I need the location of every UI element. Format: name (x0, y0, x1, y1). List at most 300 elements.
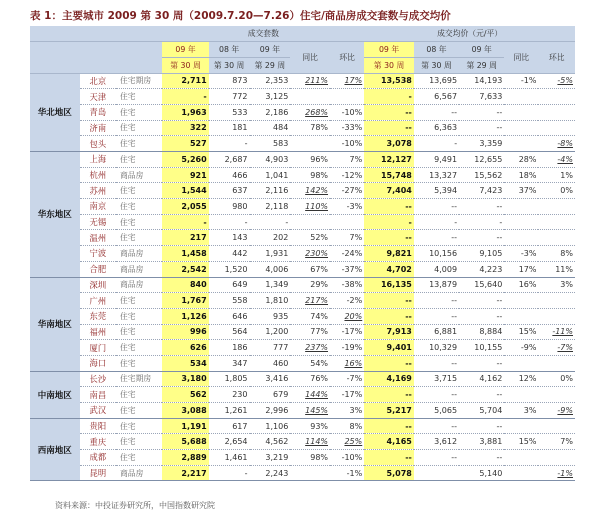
vol-09w30-cell: 1,544 (162, 183, 208, 199)
property-type: 住宅 (116, 403, 162, 419)
table-row (30, 450, 575, 466)
property-type: 住宅 (116, 308, 162, 324)
vol-08w30-cell: 646 (209, 308, 250, 324)
property-type: 住宅 (116, 183, 162, 199)
vol-yoy-cell: 237% (290, 340, 330, 356)
vol-09w29-cell: 3,219 (250, 450, 291, 466)
property-type: 住宅期房 (116, 371, 162, 387)
vol-08w30-cell: 186 (209, 340, 250, 356)
price-09w29-cell: 9,105 (459, 246, 504, 262)
price-09w30-cell: 3,078 (364, 136, 414, 152)
price-wow-cell: 11% (538, 261, 575, 277)
price-09w30-cell: 16,135 (364, 277, 414, 293)
table-row (30, 261, 575, 277)
city-name: 成都 (80, 450, 116, 466)
price-09w29-cell: 5,140 (459, 465, 504, 481)
header-row-groups (30, 26, 575, 42)
price-yoy-cell: 16% (504, 277, 538, 293)
price-wow-cell: -8% (538, 136, 575, 152)
price-08w30-cell: 6,363 (414, 120, 459, 136)
vol-09w29-cell: 484 (250, 120, 291, 136)
vol-08w30-cell: 873 (209, 73, 250, 89)
price-09w29-cell: 7,633 (459, 89, 504, 105)
price-09w30-cell: 4,165 (364, 434, 414, 450)
vol-wow-cell: -17% (330, 387, 364, 403)
price-col-08-week30-header: 08 年 (414, 42, 459, 58)
price-08w30-cell: -- (414, 199, 459, 215)
property-type: 住宅 (116, 120, 162, 136)
vol-08w30-cell: 1,805 (209, 371, 250, 387)
vol-08w30-cell: 143 (209, 230, 250, 246)
price-09w30-cell: - (364, 214, 414, 230)
price-wow-cell (538, 89, 575, 105)
vol-yoy-cell: 268% (290, 104, 330, 120)
property-type: 商品房 (116, 277, 162, 293)
price-09w29-cell: -- (459, 355, 504, 371)
price-09w29-cell: 3,881 (459, 434, 504, 450)
vol-08w30-cell: 637 (209, 183, 250, 199)
price-col-09-week29-header: 09 年 (459, 42, 504, 58)
price-09w29-cell: -- (459, 199, 504, 215)
vol-wow-cell: -7% (330, 371, 364, 387)
price-09w29-cell: 8,884 (459, 324, 504, 340)
city-name: 上海 (80, 152, 116, 168)
vol-yoy-cell: 96% (290, 152, 330, 168)
vol-wow-cell: -17% (330, 324, 364, 340)
vol-wow-cell: -10% (330, 104, 364, 120)
vol-yoy-cell (290, 465, 330, 481)
table-row (30, 73, 575, 89)
vol-yoy-cell: 78% (290, 120, 330, 136)
vol-wow-cell: 17% (330, 73, 364, 89)
vol-09w30-cell: 322 (162, 120, 208, 136)
vol-yoy-cell: 52% (290, 230, 330, 246)
price-wow-cell: 7% (538, 434, 575, 450)
price-09w29-cell: -- (459, 120, 504, 136)
table-row (30, 120, 575, 136)
vol-yoy-cell: 145% (290, 403, 330, 419)
vol-09w29-cell: 1,931 (250, 246, 291, 262)
vol-08w30-cell: 230 (209, 387, 250, 403)
price-09w30-cell: 15,748 (364, 167, 414, 183)
price-08w30-cell: - (414, 136, 459, 152)
price-yoy-cell (504, 120, 538, 136)
vol-09w29-cell: 2,353 (250, 73, 291, 89)
price-wow-cell (538, 293, 575, 309)
price-yoy-cell: -3% (504, 246, 538, 262)
property-type: 商品房 (116, 261, 162, 277)
vol-wow-cell: 8% (330, 418, 364, 434)
price-col-09-week30-subheader: 第 30 周 (364, 57, 414, 73)
city-name: 杭州 (80, 167, 116, 183)
vol-wow-cell: -10% (330, 136, 364, 152)
vol-09w30-cell: 3,180 (162, 371, 208, 387)
price-09w29-cell: 7,423 (459, 183, 504, 199)
price-09w29-cell: 14,193 (459, 73, 504, 89)
table-row (30, 418, 575, 434)
table-row (30, 214, 575, 230)
yoy-header: 同比 (290, 42, 330, 73)
region-label: 中南地区 (30, 371, 80, 418)
city-name: 深圳 (80, 277, 116, 293)
price-08w30-cell: -- (414, 418, 459, 434)
vol-09w29-cell: 3,416 (250, 371, 291, 387)
price-08w30-cell (414, 465, 459, 481)
col-08-week30-subheader: 第 30 周 (209, 57, 250, 73)
price-09w30-cell: -- (364, 230, 414, 246)
price-09w30-cell: 9,401 (364, 340, 414, 356)
vol-wow-cell: -37% (330, 261, 364, 277)
vol-09w30-cell: 1,458 (162, 246, 208, 262)
vol-wow-cell: -19% (330, 340, 364, 356)
price-wow-cell: 0% (538, 183, 575, 199)
price-09w30-cell: -- (364, 104, 414, 120)
vol-09w30-cell: 2,711 (162, 73, 208, 89)
price-08w30-cell: 6,567 (414, 89, 459, 105)
vol-09w30-cell: 217 (162, 230, 208, 246)
price-09w29-cell: - (459, 214, 504, 230)
vol-yoy-cell: 98% (290, 450, 330, 466)
property-type: 住宅 (116, 89, 162, 105)
price-wow-cell (538, 355, 575, 371)
price-08w30-cell: 5,065 (414, 403, 459, 419)
city-name: 青岛 (80, 104, 116, 120)
wow-header: 环比 (330, 42, 364, 73)
property-type: 住宅 (116, 324, 162, 340)
vol-08w30-cell: 649 (209, 277, 250, 293)
vol-yoy-cell: 74% (290, 308, 330, 324)
property-type: 住宅 (116, 199, 162, 215)
vol-yoy-cell: 29% (290, 277, 330, 293)
vol-08w30-cell: 1,520 (209, 261, 250, 277)
table-row (30, 434, 575, 450)
vol-09w30-cell: 921 (162, 167, 208, 183)
city-name: 南昌 (80, 387, 116, 403)
vol-09w29-cell: 4,562 (250, 434, 291, 450)
col-09-week30-header: 09 年 (162, 42, 208, 58)
price-08w30-cell: -- (414, 450, 459, 466)
city-name: 南京 (80, 199, 116, 215)
price-yoy-header: 同比 (504, 42, 538, 73)
price-09w29-cell: -- (459, 418, 504, 434)
vol-09w30-cell: 1,191 (162, 418, 208, 434)
price-09w30-cell: 7,913 (364, 324, 414, 340)
price-wow-cell: 3% (538, 277, 575, 293)
price-08w30-cell: -- (414, 387, 459, 403)
price-08w30-cell: 13,879 (414, 277, 459, 293)
price-wow-cell (538, 199, 575, 215)
city-name: 武汉 (80, 403, 116, 419)
vol-09w30-cell: 996 (162, 324, 208, 340)
vol-08w30-cell: 772 (209, 89, 250, 105)
price-08w30-cell: -- (414, 308, 459, 324)
col-08-week30-header: 08 年 (209, 42, 250, 58)
price-09w29-cell: -- (459, 104, 504, 120)
city-name: 温州 (80, 230, 116, 246)
vol-09w29-cell: 777 (250, 340, 291, 356)
col-09-week29-header: 09 年 (250, 42, 291, 58)
city-name: 广州 (80, 293, 116, 309)
vol-09w30-cell: 1,126 (162, 308, 208, 324)
property-type: 住宅 (116, 104, 162, 120)
vol-09w29-cell: 2,116 (250, 183, 291, 199)
property-type: 商品房 (116, 246, 162, 262)
price-wow-cell (538, 104, 575, 120)
vol-09w29-cell: 935 (250, 308, 291, 324)
region-label: 华东地区 (30, 152, 80, 278)
vol-09w29-cell: 202 (250, 230, 291, 246)
vol-09w30-cell: - (162, 214, 208, 230)
vol-yoy-cell: 114% (290, 434, 330, 450)
table-row (30, 199, 575, 215)
table-row (30, 340, 575, 356)
vol-wow-cell: 25% (330, 434, 364, 450)
vol-09w29-cell: 4,006 (250, 261, 291, 277)
vol-09w30-cell: 2,055 (162, 199, 208, 215)
city-name: 厦门 (80, 340, 116, 356)
price-yoy-cell (504, 308, 538, 324)
table-row (30, 246, 575, 262)
vol-yoy-cell: 76% (290, 371, 330, 387)
vol-09w29-cell: 1,041 (250, 167, 291, 183)
price-08w30-cell: -- (414, 230, 459, 246)
vol-wow-cell: 7% (330, 230, 364, 246)
vol-yoy-cell (290, 89, 330, 105)
price-yoy-cell (504, 465, 538, 481)
price-09w30-cell: -- (364, 355, 414, 371)
price-08w30-cell: 3,612 (414, 434, 459, 450)
vol-08w30-cell: 466 (209, 167, 250, 183)
table-row (30, 387, 575, 403)
price-yoy-cell (504, 104, 538, 120)
vol-yoy-cell: 211% (290, 73, 330, 89)
vol-09w29-cell: 3,125 (250, 89, 291, 105)
vol-09w29-cell: 1,349 (250, 277, 291, 293)
table-row (30, 465, 575, 481)
price-yoy-cell: -9% (504, 340, 538, 356)
price-09w29-cell: -- (459, 293, 504, 309)
price-09w30-cell: -- (364, 120, 414, 136)
price-09w30-cell: -- (364, 199, 414, 215)
city-name: 天津 (80, 89, 116, 105)
price-yoy-cell: -1% (504, 73, 538, 89)
vol-08w30-cell: - (209, 136, 250, 152)
vol-wow-cell: -2% (330, 293, 364, 309)
price-09w29-cell: 12,655 (459, 152, 504, 168)
price-09w30-cell: -- (364, 387, 414, 403)
vol-09w30-cell: 2,217 (162, 465, 208, 481)
price-09w30-cell: 5,217 (364, 403, 414, 419)
table-row (30, 371, 575, 387)
price-wow-cell (538, 450, 575, 466)
price-wow-cell: -7% (538, 340, 575, 356)
vol-wow-cell: -12% (330, 167, 364, 183)
price-09w30-cell: - (364, 89, 414, 105)
vol-09w30-cell: - (162, 89, 208, 105)
city-name: 重庆 (80, 434, 116, 450)
price-08w30-cell: 10,329 (414, 340, 459, 356)
vol-09w29-cell: 583 (250, 136, 291, 152)
vol-wow-cell: 3% (330, 403, 364, 419)
property-type: 商品房 (116, 465, 162, 481)
price-yoy-cell (504, 89, 538, 105)
price-yoy-cell: 3% (504, 403, 538, 419)
table-row (30, 324, 575, 340)
vol-08w30-cell: 980 (209, 199, 250, 215)
price-wow-cell: -4% (538, 152, 575, 168)
region-label: 西南地区 (30, 418, 80, 481)
property-type: 住宅 (116, 214, 162, 230)
vol-08w30-cell: - (209, 214, 250, 230)
price-yoy-cell (504, 355, 538, 371)
city-name: 东莞 (80, 308, 116, 324)
vol-wow-cell (330, 89, 364, 105)
price-wow-cell: 0% (538, 371, 575, 387)
price-09w29-cell: 15,562 (459, 167, 504, 183)
price-wow-header: 环比 (538, 42, 575, 73)
price-09w30-cell: 12,127 (364, 152, 414, 168)
city-name: 长沙 (80, 371, 116, 387)
price-wow-cell: 1% (538, 167, 575, 183)
vol-08w30-cell: 1,261 (209, 403, 250, 419)
volume-group-header: 成交套数 (162, 26, 364, 42)
city-name: 福州 (80, 324, 116, 340)
city-name: 北京 (80, 73, 116, 89)
vol-wow-cell: -27% (330, 183, 364, 199)
city-name: 贵阳 (80, 418, 116, 434)
price-yoy-cell (504, 293, 538, 309)
price-wow-cell (538, 214, 575, 230)
price-09w29-cell: 10,155 (459, 340, 504, 356)
vol-yoy-cell: 144% (290, 387, 330, 403)
price-09w29-cell: -- (459, 387, 504, 403)
vol-yoy-cell: 98% (290, 167, 330, 183)
price-yoy-cell: 18% (504, 167, 538, 183)
price-09w29-cell: 4,162 (459, 371, 504, 387)
property-type: 住宅 (116, 434, 162, 450)
col-09-week29-subheader: 第 29 周 (250, 57, 291, 73)
vol-09w29-cell: 460 (250, 355, 291, 371)
vol-yoy-cell: 230% (290, 246, 330, 262)
vol-09w30-cell: 527 (162, 136, 208, 152)
vol-09w30-cell: 626 (162, 340, 208, 356)
price-09w29-cell: -- (459, 450, 504, 466)
table-row (30, 89, 575, 105)
price-wow-cell: -11% (538, 324, 575, 340)
price-09w29-cell: 3,359 (459, 136, 504, 152)
region-label: 华北地区 (30, 73, 80, 151)
city-name: 苏州 (80, 183, 116, 199)
price-yoy-cell (504, 387, 538, 403)
property-type: 住宅 (116, 293, 162, 309)
vol-09w29-cell: 2,186 (250, 104, 291, 120)
vol-09w29-cell: 1,106 (250, 418, 291, 434)
city-name: 包头 (80, 136, 116, 152)
vol-yoy-cell: 110% (290, 199, 330, 215)
vol-09w30-cell: 1,963 (162, 104, 208, 120)
price-09w29-cell: 5,704 (459, 403, 504, 419)
price-08w30-cell: 13,327 (414, 167, 459, 183)
vol-09w29-cell: 2,118 (250, 199, 291, 215)
city-name: 济南 (80, 120, 116, 136)
vol-09w29-cell: 2,243 (250, 465, 291, 481)
vol-09w29-cell: 1,810 (250, 293, 291, 309)
price-08w30-cell: 6,881 (414, 324, 459, 340)
vol-09w30-cell: 1,767 (162, 293, 208, 309)
table-row (30, 183, 575, 199)
price-yoy-cell: 15% (504, 434, 538, 450)
table-row (30, 136, 575, 152)
table-row (30, 104, 575, 120)
price-09w29-cell: -- (459, 230, 504, 246)
price-wow-cell (538, 387, 575, 403)
vol-09w30-cell: 840 (162, 277, 208, 293)
property-type: 住宅 (116, 355, 162, 371)
price-09w30-cell: -- (364, 308, 414, 324)
vol-yoy-cell: 93% (290, 418, 330, 434)
vol-09w30-cell: 5,688 (162, 434, 208, 450)
vol-yoy-cell (290, 136, 330, 152)
price-08w30-cell: 3,715 (414, 371, 459, 387)
price-09w29-cell: -- (459, 308, 504, 324)
property-type: 商品房 (116, 167, 162, 183)
col-09-week30-subheader: 第 30 周 (162, 57, 208, 73)
price-09w30-cell: 7,404 (364, 183, 414, 199)
vol-yoy-cell: 142% (290, 183, 330, 199)
vol-08w30-cell: 533 (209, 104, 250, 120)
property-type: 住宅 (116, 340, 162, 356)
price-08w30-cell: -- (414, 355, 459, 371)
price-yoy-cell (504, 230, 538, 246)
price-col-09-week30-header: 09 年 (364, 42, 414, 58)
vol-09w30-cell: 5,260 (162, 152, 208, 168)
data-table-container (30, 26, 575, 481)
vol-09w30-cell: 3,088 (162, 403, 208, 419)
property-type: 住宅 (116, 418, 162, 434)
vol-wow-cell: -10% (330, 450, 364, 466)
vol-wow-cell (330, 214, 364, 230)
price-yoy-cell: 28% (504, 152, 538, 168)
price-wow-cell (538, 308, 575, 324)
price-yoy-cell: 37% (504, 183, 538, 199)
header-row-columns-1 (30, 42, 575, 58)
vol-08w30-cell: 1,461 (209, 450, 250, 466)
price-09w30-cell: 5,078 (364, 465, 414, 481)
vol-09w30-cell: 534 (162, 355, 208, 371)
vol-wow-cell: 7% (330, 152, 364, 168)
vol-wow-cell: -1% (330, 465, 364, 481)
vol-yoy-cell: 217% (290, 293, 330, 309)
vol-08w30-cell: 564 (209, 324, 250, 340)
city-name: 宁波 (80, 246, 116, 262)
price-wow-cell: -1% (538, 465, 575, 481)
vol-09w29-cell: 679 (250, 387, 291, 403)
table-row (30, 403, 575, 419)
vol-wow-cell: -38% (330, 277, 364, 293)
vol-09w29-cell: 2,996 (250, 403, 291, 419)
price-09w30-cell: 9,821 (364, 246, 414, 262)
vol-wow-cell: -3% (330, 199, 364, 215)
price-08w30-cell: - (414, 214, 459, 230)
property-type: 住宅 (116, 230, 162, 246)
price-wow-cell: 8% (538, 246, 575, 262)
price-08w30-cell: 5,394 (414, 183, 459, 199)
property-type: 住宅期房 (116, 73, 162, 89)
price-col-09-week29-subheader: 第 29 周 (459, 57, 504, 73)
vol-09w29-cell: 4,903 (250, 152, 291, 168)
price-wow-cell: -9% (538, 403, 575, 419)
property-type: 住宅 (116, 136, 162, 152)
